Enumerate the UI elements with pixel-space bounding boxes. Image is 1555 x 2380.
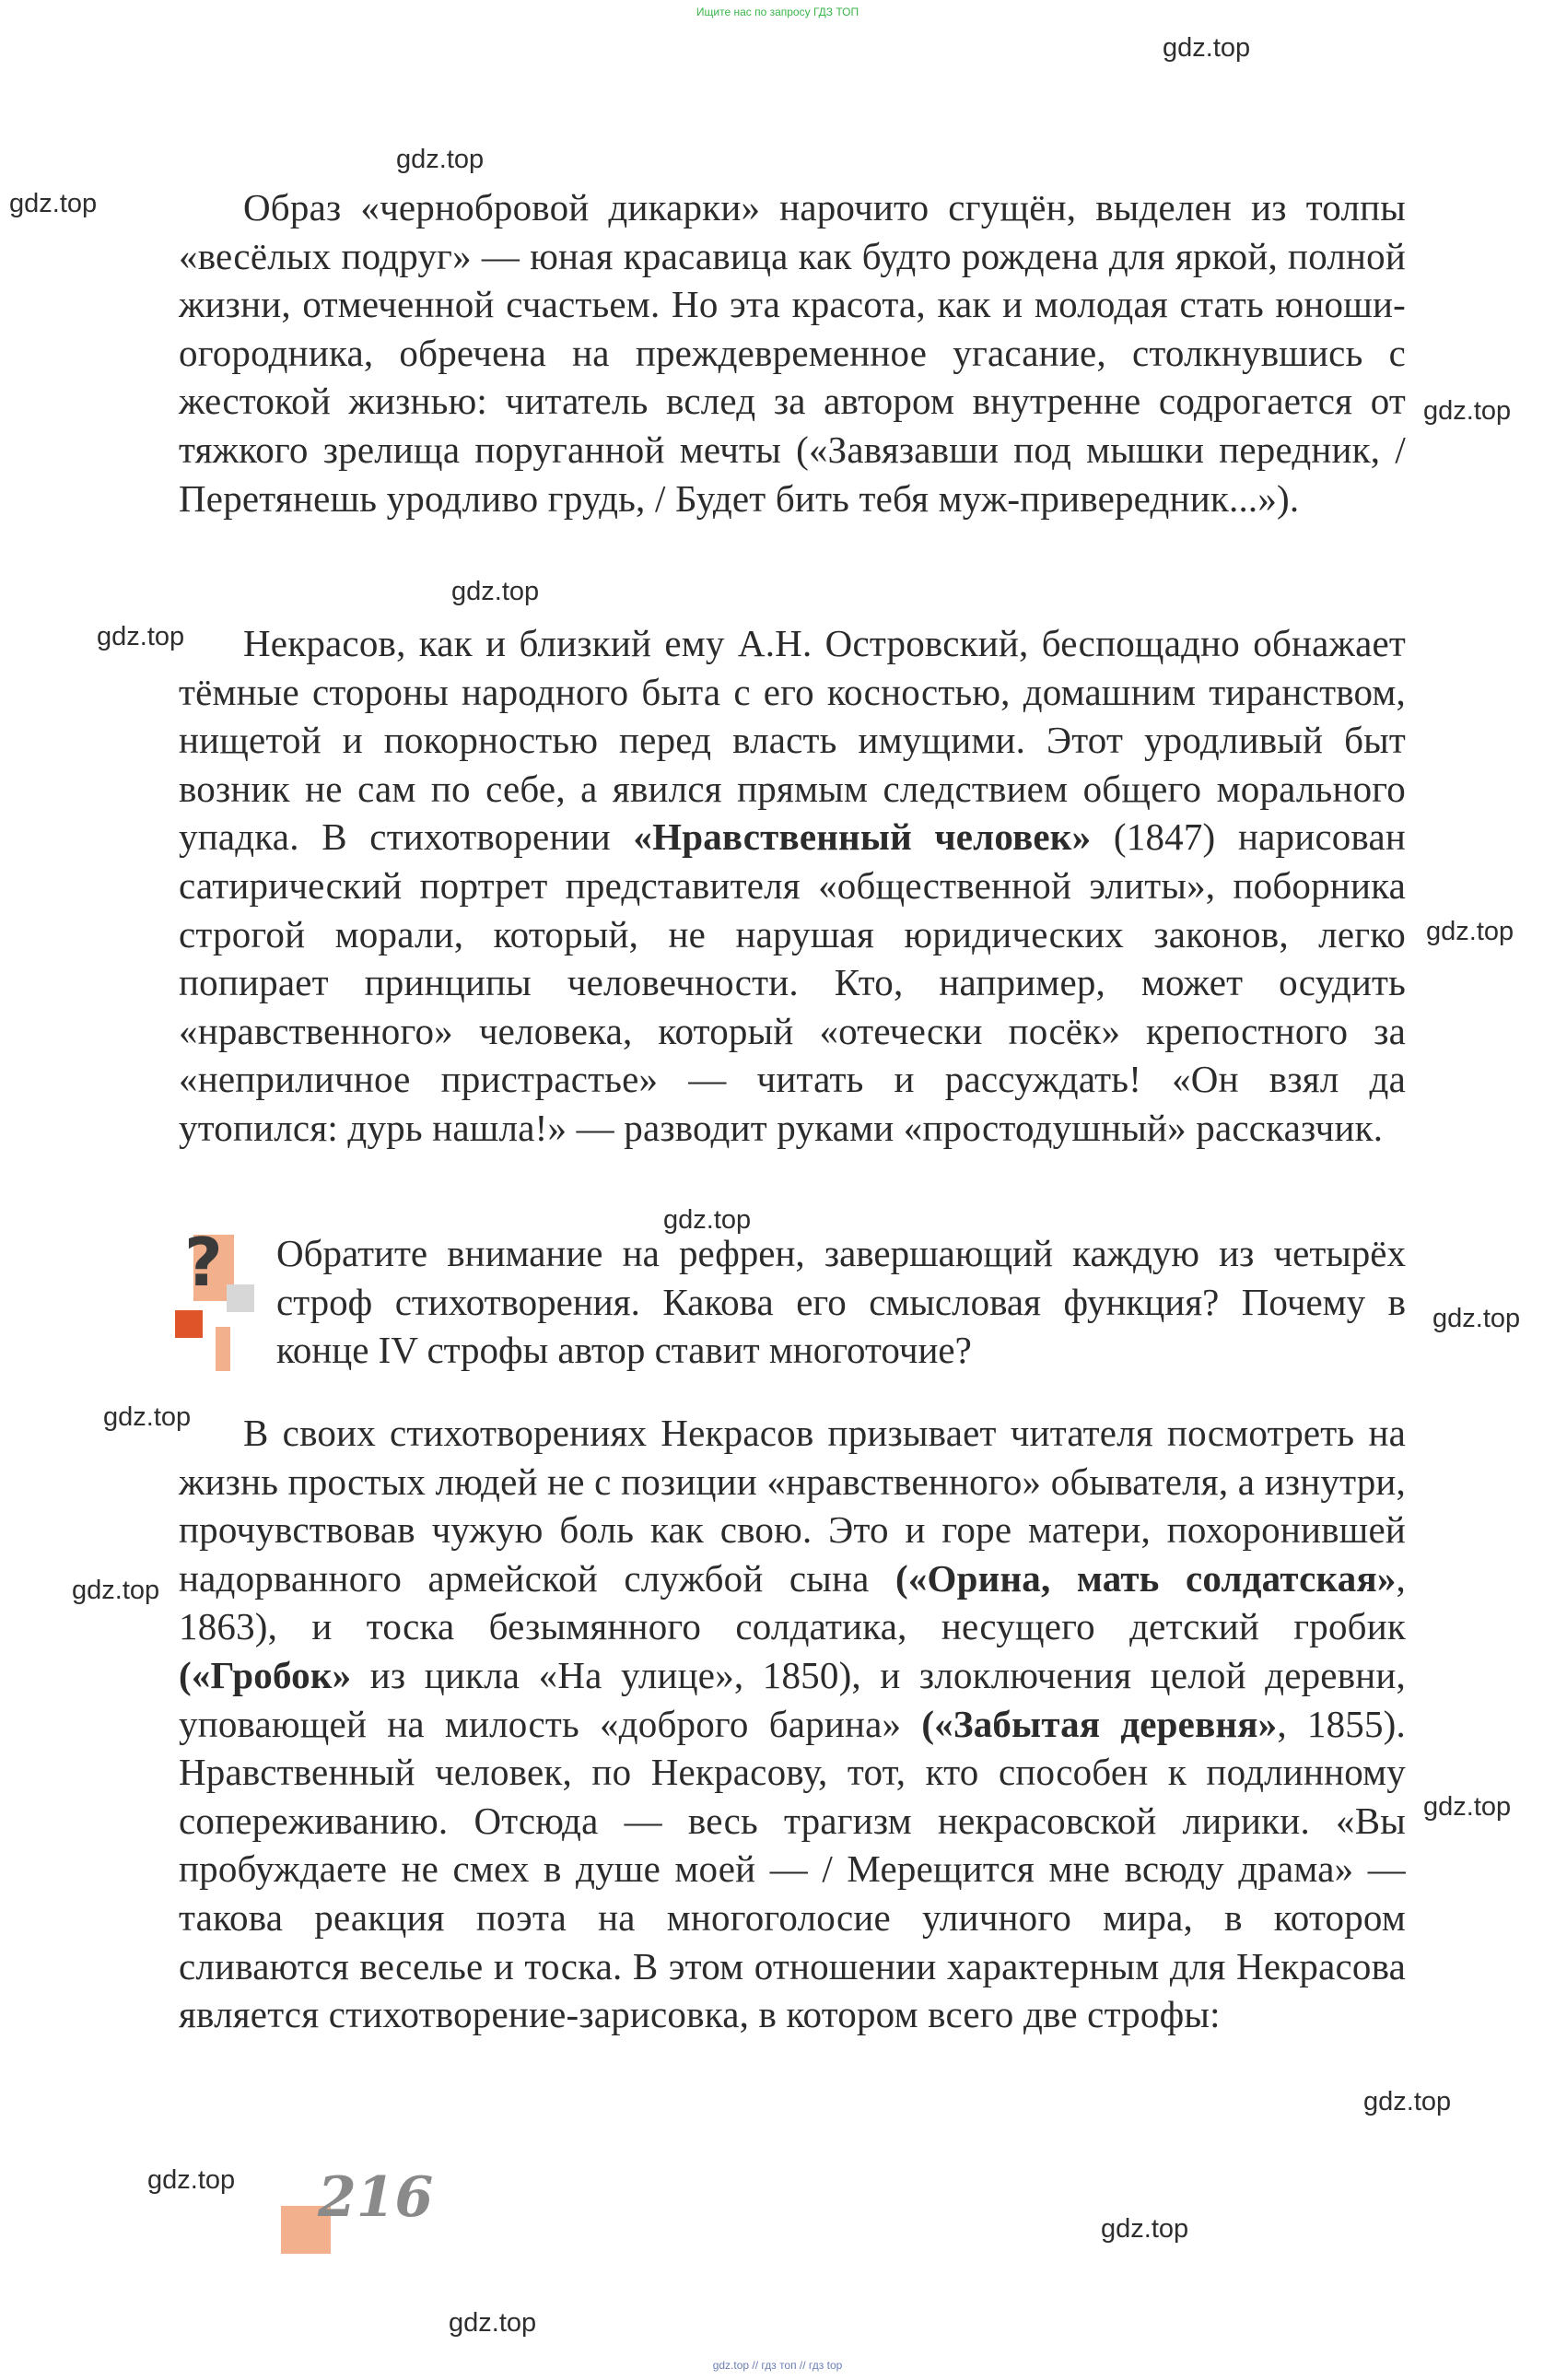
paragraph-text: (1847) нарисован сатирический портрет представителя «общественной элиты», поборника строгой морали, который, не нарушая юридических законов, легко попирает принципы человечности. Кто, например, может осудить «нравственного» человека, который «отечески посёк» крепостного за «неприличное пристрастье» — читать и рассуждать! «Он взял да утопился: дурь нашла!» — разводит руками «простодушный» рассказчик. [179,815,1406,1149]
watermark: gdz.top [1163,33,1251,63]
paragraph-text: , 1855). Нравственный человек, по Некрасову, тот, кто способен к подлинному сопереживанию. Отсюда — весь трагизм некрасовской лирики. «Вы пробуждаете не смех в душе моей — / Мерещится мне всюду драма» — такова реакция поэта на многоголосие уличного мира, в котором сливаются веселье и тоска. В этом отношении характерным для Некрасова является стихотворение-зарисовка, в котором всего две строфы: [179,1702,1406,2036]
paragraph-text: Образ «чернобровой дикарки» нарочито сгущён, выделен из толпы «весёлых подруг» — юная красавица как будто рождена для яркой, полной жизни, отмеченной счастьем. Но эта красота, как и молодая стать юноши-огородника, обречена на преждевременное угасание, столкнувшись с жестокой жизнью: читатель вслед за автором внутренне содрогается от тяжкого зрелища поруганной мечты («Завязавши под мышки передник, / Перетянешь уродливо грудь, / Будет бить тебя муж-привередник...»). [179,186,1406,520]
paragraph-text: из цикла «На улице», 1850), и злоключения целой деревни, уповающей на милость «доброго барина» [179,1653,1406,1745]
poem-title-bold: («Гробок» [179,1653,352,1696]
watermark: gdz.top [449,2308,537,2338]
watermark: gdz.top [97,622,185,651]
watermark: gdz.top [1432,1304,1521,1333]
watermark: gdz.top [1423,396,1512,426]
paragraph-1 [179,183,1406,522]
watermark: gdz.top [72,1576,160,1605]
poem-title-bold: «Нравственный человек» [633,815,1092,859]
question-icon: ? [175,1235,258,1373]
poem-title-bold: («Орина, мать солдатская» [895,1556,1397,1600]
paragraph-3 [179,1409,1406,2039]
watermark: gdz.top [1363,2087,1452,2116]
bottom-banner[interactable]: gdz.top // гдз топ // гдз top [712,2359,843,2372]
poem-title-bold: («Забытая деревня» [921,1702,1278,1745]
page-number: 216 [318,2165,434,2230]
watermark: gdz.top [1423,1792,1512,1822]
watermark: gdz.top [396,145,485,174]
watermark: gdz.top [1101,2214,1189,2244]
paragraph-text: В своих стихотворениях Некрасов призывает читателя посмотреть на жизнь простых людей не с позиции «нравственного» обывателя, а изнутри, прочувствовав чужую боль как свою. Это и горе матери, похоронившей надорванного армейской службой сына [179,1412,1406,1600]
paragraph-text: Некрасов, как и близкий ему А.Н. Островский, беспощадно обнажает тёмные стороны народного быта с его косностью, домашним тиранством, нищетой и покорностью перед власть имущими. Этот уродливый быт возник не сам по себе, а явился прямым следствием общего морального упадка. В стихотворении [179,622,1406,859]
top-banner[interactable]: Ищите нас по запросу ГДЗ ТОП [696,6,859,18]
watermark: gdz.top [147,2165,236,2195]
watermark: gdz.top [1426,917,1514,946]
watermark: gdz.top [103,1402,192,1432]
paragraph-2 [179,619,1406,1153]
question-text: Обратите внимание на рефрен, завершающий каждую из четырёх строф стихотворения. Какова его смысловая функция? Почему в конце IV строфы автор ставит многоточие? [276,1232,1406,1372]
watermark: gdz.top [451,577,540,606]
paragraph-text: , 1863), и тоска безымянного солдатика, несущего детский гробик [179,1556,1406,1648]
watermark: gdz.top [9,189,98,218]
watermark: gdz.top [663,1205,752,1235]
